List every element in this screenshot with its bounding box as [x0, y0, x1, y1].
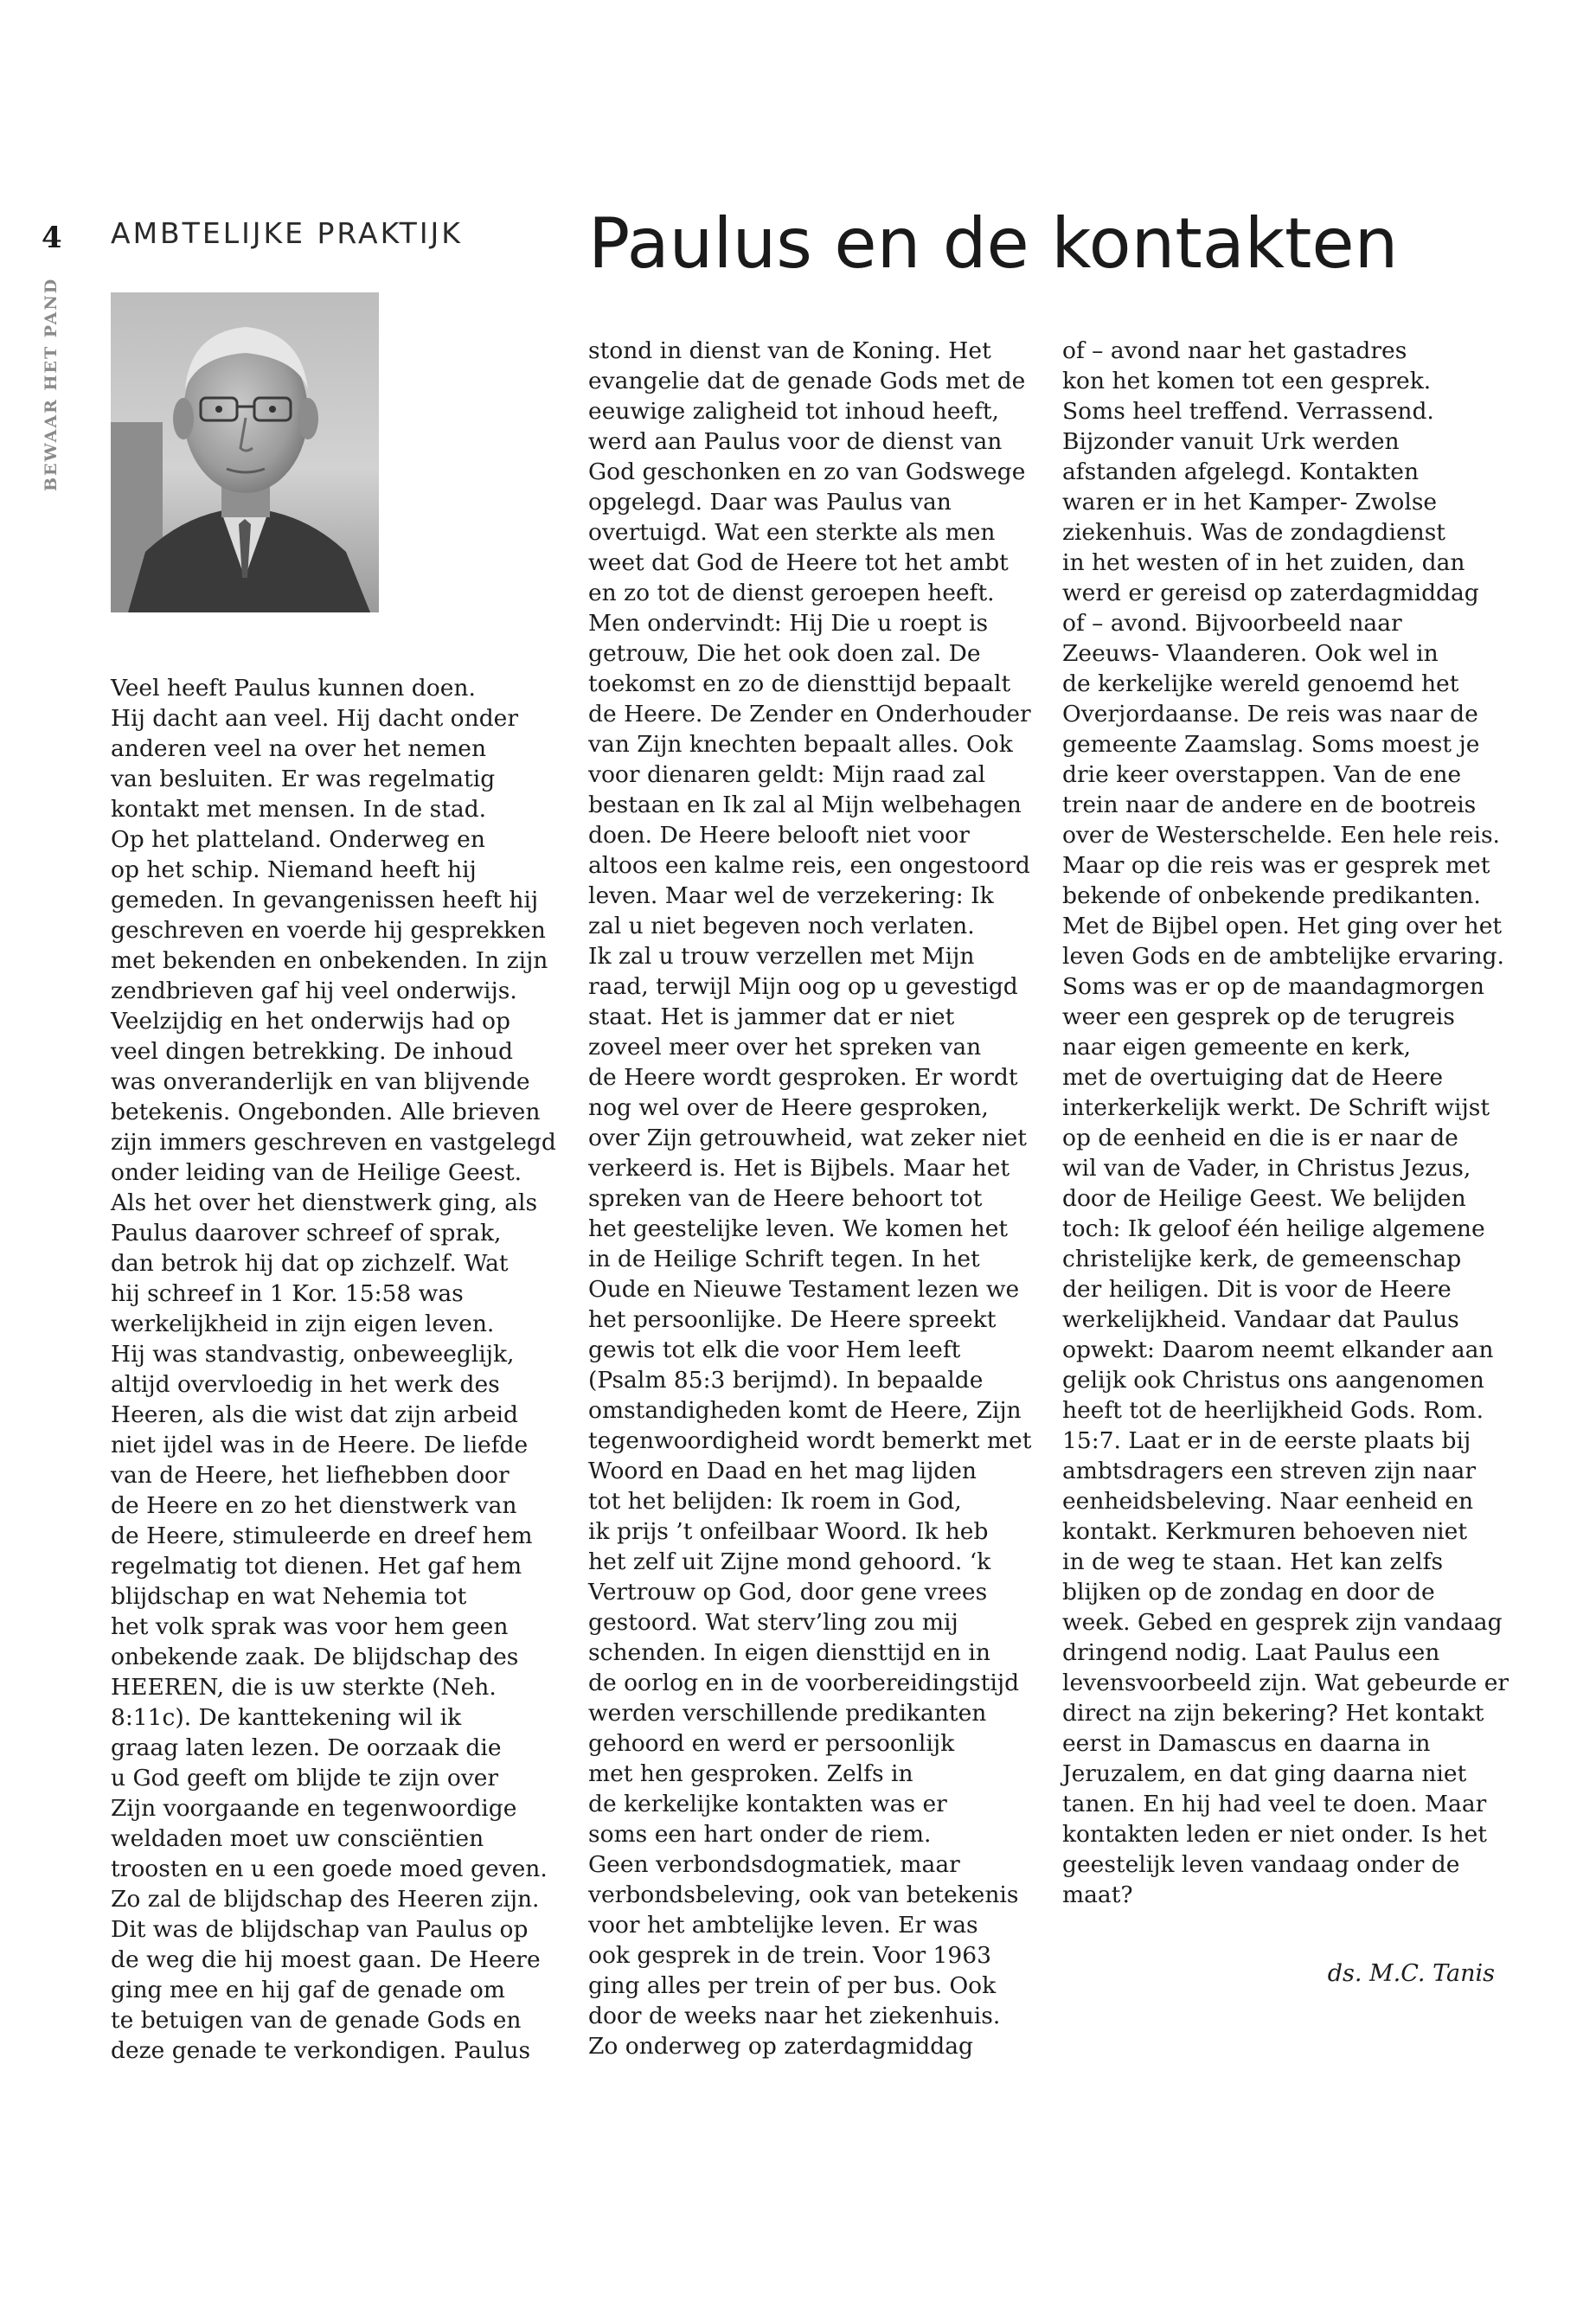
text-line: trein naar de andere en de bootreis — [1062, 792, 1477, 818]
text-line: de Heere wordt gesproken. Er wordt — [588, 1064, 1018, 1091]
text-line: niet ijdel was in de Heere. De liefde — [111, 1432, 529, 1458]
text-line: bestaan en Ik zal al Mijn welbehagen — [588, 792, 1022, 818]
text-line: gewis tot elk die voor Hem leeft — [588, 1336, 961, 1363]
text-line: Hij dacht aan veel. Hij dacht onder — [111, 705, 519, 732]
text-line: en zo tot de dienst geroepen heeft. — [588, 580, 995, 606]
text-line: drie keer overstappen. Van de ene — [1062, 761, 1462, 788]
text-line: Met de Bijbel open. Het ging over het — [1062, 913, 1503, 939]
text-line: gelijk ook Christus ons aangenomen — [1062, 1367, 1484, 1394]
text-line: omstandigheden komt de Heere, Zijn — [588, 1397, 1022, 1424]
text-line: (Psalm 85:3 berijmd). In bepaalde — [588, 1367, 984, 1394]
text-line: werd aan Paulus voor de dienst van — [588, 428, 1003, 455]
text-line: tegenwoordigheid wordt bemerkt met — [588, 1427, 1032, 1454]
text-line: met bekenden en onbekenden. In zijn — [111, 947, 548, 974]
text-line: der heiligen. Dit is voor de Heere — [1062, 1276, 1452, 1303]
text-line: weldaden moet uw consciëntien — [111, 1825, 484, 1852]
text-line: van de Heere, het liefhebben door — [111, 1462, 510, 1489]
text-line: kontakt met mensen. In de stad. — [111, 796, 487, 823]
text-line: altoos een kalme reis, een ongestoord — [588, 852, 1030, 879]
text-line: het volk sprak was voor hem geen — [111, 1613, 509, 1640]
text-line: veel dingen betrekking. De inhoud — [111, 1038, 513, 1065]
text-line: was onveranderlijk en van blijvende — [111, 1068, 530, 1095]
text-line: met de overtuiging dat de Heere — [1062, 1064, 1444, 1091]
text-line: Als het over het dienstwerk ging, als — [111, 1189, 538, 1216]
text-line: stond in dienst van de Koning. Het — [588, 337, 991, 364]
text-line: anderen veel na over het nemen — [111, 735, 487, 762]
text-line: christelijke kerk, de gemeenschap — [1062, 1246, 1462, 1272]
text-line: regelmatig tot dienen. Het gaf hem — [111, 1553, 522, 1580]
text-line: te betuigen van de genade Gods en — [111, 2007, 522, 2034]
text-line: in de weg te staan. Het kan zelfs — [1062, 1548, 1444, 1575]
text-line: dan betrok hij dat op zichzelf. Wat — [111, 1250, 509, 1277]
text-line: geschreven en voerde hij gesprekken — [111, 917, 546, 944]
text-line: Veel heeft Paulus kunnen doen. — [111, 675, 476, 702]
text-column-3 — [1062, 336, 1512, 1910]
text-line: Paulus daarover schreef of sprak, — [111, 1220, 502, 1247]
text-line: eerst in Damascus en daarna in — [1062, 1730, 1431, 1757]
text-line: of – avond naar het gastadres — [1062, 337, 1407, 364]
text-column-2 — [588, 336, 1038, 2061]
text-line: van besluiten. Er was regelmatig — [111, 766, 496, 792]
text-line: geestelijk leven vandaag onder de — [1062, 1851, 1460, 1878]
text-line: Zo onderweg op zaterdagmiddag — [588, 2033, 974, 2060]
article-title: Paulus en de kontakten — [588, 203, 1399, 284]
text-line: de Heere. De Zender en Onderhouder — [588, 701, 1031, 727]
text-line: graag laten lezen. De oorzaak die — [111, 1734, 502, 1761]
text-line: Ik zal u trouw verzellen met Mijn — [588, 943, 975, 970]
text-line: maat? — [1062, 1881, 1133, 1908]
text-line: blijken op de zondag en door de — [1062, 1579, 1435, 1606]
text-line: Dit was de blijdschap van Paulus op — [111, 1916, 529, 1943]
text-line: de weg die hij moest gaan. De Heere — [111, 1946, 541, 1973]
text-line: de Heere en zo het dienstwerk van — [111, 1492, 517, 1519]
text-line: levensvoorbeeld zijn. Wat gebeurde er — [1062, 1670, 1509, 1696]
text-line: interkerkelijk werkt. De Schrift wijst — [1062, 1094, 1490, 1121]
text-line: Woord en Daad en het mag lijden — [588, 1458, 977, 1484]
text-line: over Zijn getrouwheid, wat zeker niet — [588, 1125, 1027, 1151]
text-line: voor dienaren geldt: Mijn raad zal — [588, 761, 986, 788]
text-line: ook gesprek in de trein. Voor 1963 — [588, 1942, 992, 1969]
text-line: de kerkelijke kontakten was er — [588, 1791, 947, 1817]
text-line: ging alles per trein of per bus. Ook — [588, 1972, 997, 1999]
text-line: zoveel meer over het spreken van — [588, 1034, 982, 1061]
text-line: Maar op die reis was er gesprek met — [1062, 852, 1490, 879]
text-line: God geschonken en zo van Godswege — [588, 458, 1026, 485]
text-line: deze genade te verkondigen. Paulus — [111, 2037, 531, 2064]
text-line: Bijzonder vanuit Urk werden — [1062, 428, 1400, 455]
text-line: heeft tot de heerlijkheid Gods. Rom. — [1062, 1397, 1484, 1424]
text-line: raad, terwijl Mijn oog op u gevestigd — [588, 973, 1018, 1000]
text-line: weet dat God de Heere tot het ambt — [588, 549, 1009, 576]
text-line: Heeren, als die wist dat zijn arbeid — [111, 1401, 518, 1428]
text-line: waren er in het Kamper- Zwolse — [1062, 489, 1438, 516]
text-line: voor het ambtelijke leven. Er was — [588, 1912, 978, 1939]
text-line: Soms heel treffend. Verrassend. — [1062, 398, 1434, 425]
text-line: leven. Maar wel de verzekering: Ik — [588, 882, 994, 909]
text-line: staat. Het is jammer dat er niet — [588, 1003, 955, 1030]
text-line: Veelzijdig en het onderwijs had op — [111, 1008, 510, 1035]
text-line: Hij was standvastig, onbeweeglijk, — [111, 1341, 515, 1368]
text-line: de kerkelijke wereld genoemd het — [1062, 670, 1459, 697]
text-line: de Heere, stimuleerde en dreef hem — [111, 1522, 533, 1549]
text-line: naar eigen gemeente en kerk, — [1062, 1034, 1412, 1061]
text-line: 15:7. Laat er in de eerste plaats bij — [1062, 1427, 1471, 1454]
text-line: zendbrieven gaf hij veel onderwijs. — [111, 977, 517, 1004]
text-line: opgelegd. Daar was Paulus van — [588, 489, 952, 516]
text-line: 8:11c). De kanttekening wil ik — [111, 1704, 462, 1731]
text-line: gemeden. In gevangenissen heeft hij — [111, 887, 539, 913]
text-line: werkelijkheid. Vandaar dat Paulus — [1062, 1306, 1459, 1333]
text-line: ambtsdragers een streven zijn naar — [1062, 1458, 1476, 1484]
text-line: onder leiding van de Heilige Geest. — [111, 1159, 522, 1186]
text-line: wil van de Vader, in Christus Jezus, — [1062, 1155, 1471, 1182]
text-line: werden verschillende predikanten — [588, 1700, 987, 1727]
magazine-name-vertical: BEWAAR HET PAND — [42, 277, 61, 491]
text-line: in het westen of in het zuiden, dan — [1062, 549, 1465, 576]
text-line: of – avond. Bijvoorbeeld naar — [1062, 610, 1402, 637]
text-line: het persoonlijke. De Heere spreekt — [588, 1306, 997, 1333]
text-line: toekomst en zo de diensttijd bepaalt — [588, 670, 1011, 697]
text-line: door de Heilige Geest. We belijden — [1062, 1185, 1466, 1212]
text-line: leven Gods en de ambtelijke ervaring. — [1062, 943, 1504, 970]
text-line: werd er gereisd op zaterdagmiddag — [1062, 580, 1479, 606]
text-line: onbekende zaak. De blijdschap des — [111, 1644, 519, 1670]
text-line: soms een hart onder de riem. — [588, 1821, 932, 1848]
text-line: Jeruzalem, en dat ging daarna niet — [1062, 1760, 1467, 1787]
text-line: afstanden afgelegd. Kontakten — [1062, 458, 1420, 485]
text-line: van Zijn knechten bepaalt alles. Ook — [588, 731, 1013, 758]
text-line: spreken van de Heere behoort tot — [588, 1185, 983, 1212]
text-line: Zijn voorgaande en tegenwoordige — [111, 1795, 517, 1822]
text-line: werkelijkheid in zijn eigen leven. — [111, 1311, 495, 1337]
text-line: op de eenheid en die is er naar de — [1062, 1125, 1458, 1151]
text-line: toch: Ik geloof één heilige algemene — [1062, 1215, 1485, 1242]
text-line: Men ondervindt: Hij Die u roept is — [588, 610, 989, 637]
text-line: HEEREN, die is uw sterkte (Neh. — [111, 1674, 497, 1701]
page-number: 4 — [42, 221, 62, 255]
text-line: hij schreef in 1 Kor. 15:58 was — [111, 1280, 464, 1307]
text-line: gemeente Zaamslag. Soms moest je — [1062, 731, 1480, 758]
text-line: betekenis. Ongebonden. Alle brieven — [111, 1099, 541, 1125]
text-line: verkeerd is. Het is Bijbels. Maar het — [588, 1155, 1010, 1182]
text-line: ging mee en hij gaf de genade om — [111, 1977, 505, 2003]
text-line: het geestelijke leven. We komen het — [588, 1215, 1009, 1242]
text-line: direct na zijn bekering? Het kontakt — [1062, 1700, 1484, 1727]
text-line: met hen gesproken. Zelfs in — [588, 1760, 913, 1787]
section-heading: AMBTELIJKE PRAKTIJK — [111, 216, 463, 250]
text-line: ik prijs ’t onfeilbaar Woord. Ik heb — [588, 1518, 989, 1545]
text-line: kontakt. Kerkmuren behoeven niet — [1062, 1518, 1467, 1545]
text-line: nog wel over de Heere gesproken, — [588, 1094, 989, 1121]
text-line: troosten en u een goede moed geven. — [111, 1856, 548, 1882]
text-line: week. Gebed en gesprek zijn vandaag — [1062, 1609, 1503, 1636]
text-line: Zo zal de blijdschap des Heeren zijn. — [111, 1886, 540, 1913]
text-line: Zeeuws- Vlaanderen. Ook wel in — [1062, 640, 1439, 667]
text-line: Soms was er op de maandagmorgen — [1062, 973, 1484, 1000]
text-line: doen. De Heere belooft niet voor — [588, 822, 970, 849]
text-line: blijdschap en wat Nehemia tot — [111, 1583, 467, 1610]
portrait-photo-icon — [111, 292, 379, 612]
text-line: gehoord en werd er persoonlijk — [588, 1730, 955, 1757]
text-line: kon het komen tot een gesprek. — [1062, 368, 1432, 394]
text-line: Overjordaanse. De reis was naar de — [1062, 701, 1478, 727]
text-line: u God geeft om blijde te zijn over — [111, 1765, 499, 1791]
text-line: bekende of onbekende predikanten. — [1062, 882, 1481, 909]
text-line: Vertrouw op God, door gene vrees — [588, 1579, 988, 1606]
text-column-1 — [111, 673, 556, 2066]
text-line: altijd overvloedig in het werk des — [111, 1371, 500, 1398]
text-line: zal u niet begeven noch verlaten. — [588, 913, 975, 939]
text-line: tot het belijden: Ik roem in God, — [588, 1488, 962, 1515]
text-line: dringend nodig. Laat Paulus een — [1062, 1639, 1440, 1666]
text-line: schenden. In eigen diensttijd en in — [588, 1639, 990, 1666]
text-line: Op het platteland. Onderweg en — [111, 826, 485, 853]
text-line: zijn immers geschreven en vastgelegd — [111, 1129, 556, 1156]
text-line: weer een gesprek op de terugreis — [1062, 1003, 1455, 1030]
text-line: eeuwige zaligheid tot inhoud heeft, — [588, 398, 999, 425]
text-line: op het schip. Niemand heeft hij — [111, 856, 477, 883]
text-line: Geen verbondsdogmatiek, maar — [588, 1851, 960, 1878]
text-line: overtuigd. Wat een sterkte als men — [588, 519, 996, 546]
text-line: het zelf uit Zijne mond gehoord. ‘k — [588, 1548, 991, 1575]
author-portrait — [111, 292, 379, 612]
text-line: kontakten leden er niet onder. Is het — [1062, 1821, 1487, 1848]
text-line: tanen. En hij had veel te doen. Maar — [1062, 1791, 1487, 1817]
text-line: getrouw, Die het ook doen zal. De — [588, 640, 981, 667]
author-signature: ds. M.C. Tanis — [1327, 1960, 1495, 1987]
text-line: in de Heilige Schrift tegen. In het — [588, 1246, 980, 1272]
text-line: de oorlog en in de voorbereidingstijd — [588, 1670, 1020, 1696]
text-line: eenheidsbeleving. Naar eenheid en — [1062, 1488, 1474, 1515]
text-line: over de Westerschelde. Een hele reis. — [1062, 822, 1500, 849]
text-line: door de weeks naar het ziekenhuis. — [588, 2003, 1001, 2029]
text-line: verbondsbeleving, ook van betekenis — [588, 1881, 1019, 1908]
text-line: ziekenhuis. Was de zondagdienst — [1062, 519, 1445, 546]
text-line: evangelie dat de genade Gods met de — [588, 368, 1026, 394]
text-line: gestoord. Wat sterv’ling zou mij — [588, 1609, 958, 1636]
text-line: opwekt: Daarom neemt elkander aan — [1062, 1336, 1494, 1363]
text-line: Oude en Nieuwe Testament lezen we — [588, 1276, 1020, 1303]
